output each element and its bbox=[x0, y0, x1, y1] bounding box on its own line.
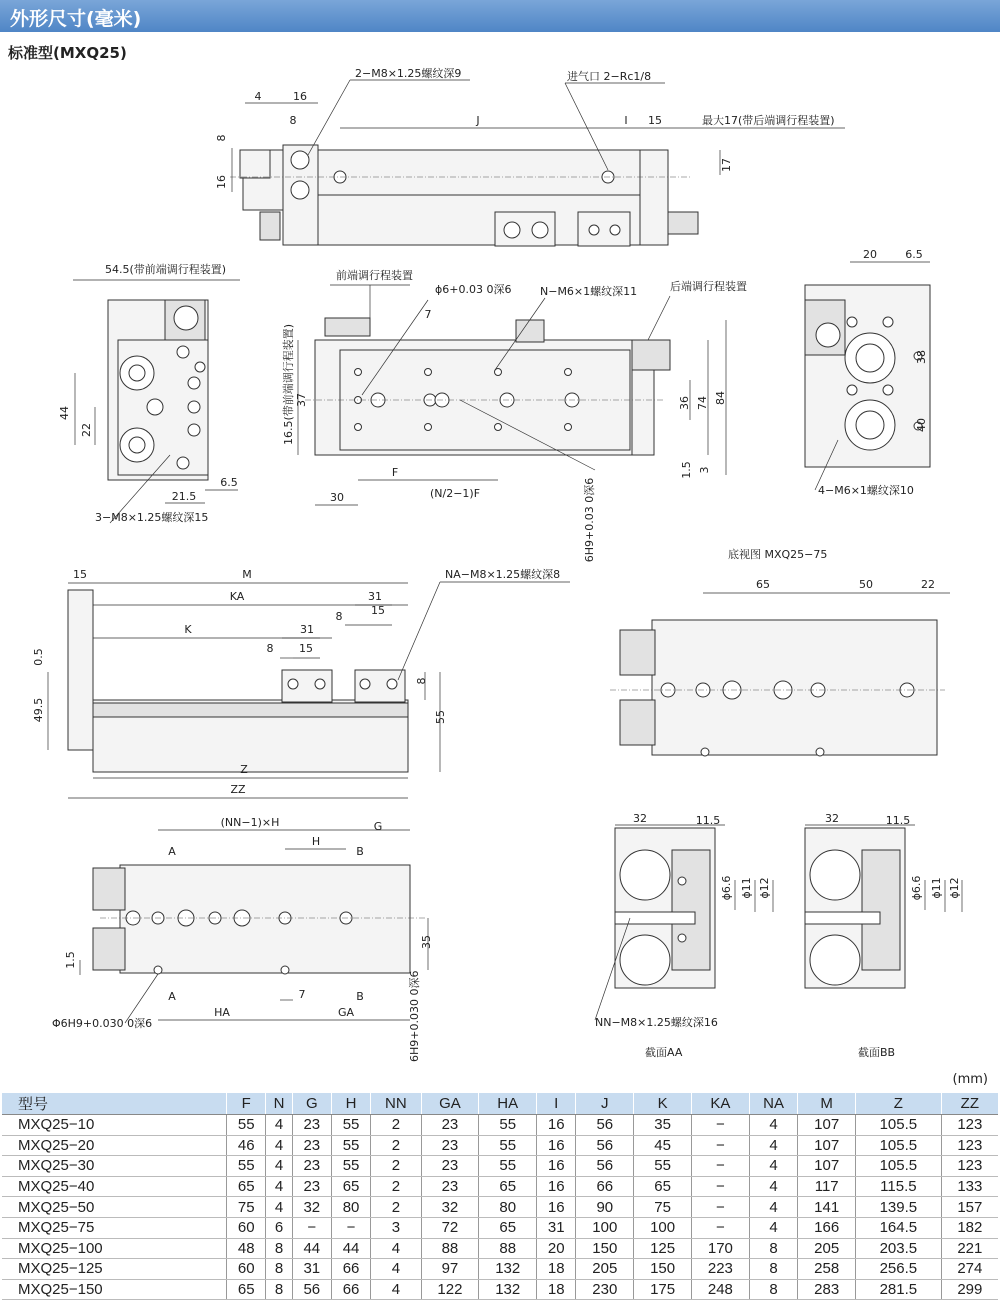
value-cell: 16 bbox=[537, 1115, 576, 1136]
dimension-label: 6.5 bbox=[220, 476, 238, 489]
value-cell: 66 bbox=[331, 1259, 370, 1280]
dimension-table bbox=[2, 1093, 998, 1300]
dimension-label: 3 bbox=[698, 466, 711, 474]
dimension-label: 84 bbox=[714, 391, 727, 405]
dimension-label: 22 bbox=[921, 578, 935, 591]
value-cell: 164.5 bbox=[856, 1217, 942, 1238]
value-cell: 248 bbox=[691, 1279, 749, 1300]
bottom-view-title: 底视图 MXQ25−75 bbox=[728, 548, 828, 561]
column-header: 型号 bbox=[2, 1093, 227, 1115]
dimension-label: 15 bbox=[371, 604, 385, 617]
thread-callout: 4−M6×1螺纹深10 bbox=[818, 484, 914, 497]
value-cell: 65 bbox=[479, 1176, 537, 1197]
section-bb-label: 截面BB bbox=[858, 1046, 896, 1059]
thread-callout: 2−M8×1.25螺纹深9 bbox=[355, 67, 462, 80]
unit-label: (mm) bbox=[952, 1072, 988, 1087]
value-cell: 281.5 bbox=[856, 1279, 942, 1300]
dimension-label: J bbox=[476, 114, 480, 127]
dimension-label: 50 bbox=[859, 578, 873, 591]
value-cell: 105.5 bbox=[856, 1115, 942, 1136]
pin-hole-callout: ϕ6+0.03 0深6 bbox=[435, 283, 512, 296]
value-cell: 175 bbox=[634, 1279, 692, 1300]
value-cell: 23 bbox=[292, 1156, 331, 1177]
value-cell: − bbox=[691, 1197, 749, 1218]
value-cell: 205 bbox=[798, 1238, 856, 1259]
table-body bbox=[2, 1115, 998, 1300]
dimension-label: 32 bbox=[825, 812, 839, 825]
model-cell: MXQ25−125 bbox=[2, 1259, 227, 1280]
value-cell: 2 bbox=[371, 1135, 421, 1156]
value-cell: 20 bbox=[537, 1238, 576, 1259]
column-header: J bbox=[576, 1093, 634, 1115]
table-row bbox=[2, 1217, 998, 1238]
left-end-view bbox=[73, 280, 240, 523]
dimension-label: 11.5 bbox=[885, 814, 911, 827]
value-cell: 123 bbox=[941, 1135, 998, 1156]
value-cell: − bbox=[691, 1115, 749, 1136]
dimension-label: 7 bbox=[424, 308, 432, 321]
dimension-label: ϕ11 bbox=[930, 877, 943, 899]
dimension-label: 6.5 bbox=[905, 248, 923, 261]
value-cell: 66 bbox=[576, 1176, 634, 1197]
value-cell: 107 bbox=[798, 1135, 856, 1156]
value-cell: 107 bbox=[798, 1115, 856, 1136]
value-cell: 4 bbox=[749, 1176, 798, 1197]
rear-adjust-callout: 后端调行程装置 bbox=[670, 280, 747, 293]
value-cell: 107 bbox=[798, 1156, 856, 1177]
value-cell: 150 bbox=[634, 1259, 692, 1280]
value-cell: 4 bbox=[749, 1217, 798, 1238]
dimension-label: B bbox=[356, 990, 364, 1003]
value-cell: 31 bbox=[292, 1259, 331, 1280]
dimension-label: HA bbox=[214, 1006, 230, 1019]
thread-callout: NN−M8×1.25螺纹深16 bbox=[595, 1016, 718, 1029]
dimension-label: ZZ bbox=[230, 783, 246, 796]
value-cell: 258 bbox=[798, 1259, 856, 1280]
dimension-label: 20 bbox=[863, 248, 877, 261]
table-header-row bbox=[2, 1093, 998, 1115]
dimension-label: ϕ11 bbox=[740, 877, 753, 899]
page-title: 外形尺寸(毫米) bbox=[10, 8, 142, 30]
model-cell: MXQ25−150 bbox=[2, 1279, 227, 1300]
dimension-label: A bbox=[168, 990, 176, 1003]
dimension-label: B bbox=[356, 845, 364, 858]
vertical-callout: 16.5(带前端调行程装置) bbox=[282, 323, 295, 445]
column-header: ZZ bbox=[941, 1093, 998, 1115]
value-cell: 65 bbox=[227, 1176, 266, 1197]
value-cell: 105.5 bbox=[856, 1156, 942, 1177]
model-cell: MXQ25−50 bbox=[2, 1197, 227, 1218]
value-cell: 4 bbox=[266, 1176, 292, 1197]
value-cell: 2 bbox=[371, 1197, 421, 1218]
dimension-label: 35 bbox=[420, 935, 433, 949]
dimension-label: ϕ6.6 bbox=[720, 875, 733, 901]
value-cell: 4 bbox=[266, 1115, 292, 1136]
dimension-label: Z bbox=[240, 763, 248, 776]
bottom-side-view bbox=[80, 830, 428, 1023]
value-cell: 283 bbox=[798, 1279, 856, 1300]
dimension-label: 36 bbox=[678, 396, 691, 410]
value-cell: 56 bbox=[576, 1115, 634, 1136]
value-cell: 56 bbox=[576, 1156, 634, 1177]
value-cell: 16 bbox=[537, 1197, 576, 1218]
dimension-label: K bbox=[184, 623, 192, 636]
dimension-label: I bbox=[624, 114, 628, 127]
column-header: NA bbox=[749, 1093, 798, 1115]
right-end-view bbox=[805, 262, 930, 490]
value-cell: 35 bbox=[634, 1115, 692, 1136]
dimension-label: 8 bbox=[215, 134, 228, 142]
value-cell: 55 bbox=[227, 1115, 266, 1136]
value-cell: 132 bbox=[479, 1259, 537, 1280]
model-cell: MXQ25−30 bbox=[2, 1156, 227, 1177]
dimension-label: M bbox=[242, 568, 252, 581]
column-header: F bbox=[227, 1093, 266, 1115]
dimension-label: 37 bbox=[295, 393, 308, 407]
top-view bbox=[230, 80, 845, 246]
dimension-label: 40 bbox=[915, 418, 928, 432]
value-cell: 32 bbox=[421, 1197, 479, 1218]
value-cell: 2 bbox=[371, 1176, 421, 1197]
dimension-label: 32 bbox=[633, 812, 647, 825]
dimension-label: 44 bbox=[58, 406, 71, 420]
value-cell: 55 bbox=[331, 1115, 370, 1136]
value-cell: 23 bbox=[292, 1115, 331, 1136]
value-cell: 23 bbox=[421, 1156, 479, 1177]
front-adjust-callout: 54.5(带前端调行程装置) bbox=[105, 263, 227, 276]
value-cell: 182 bbox=[941, 1217, 998, 1238]
model-cell: MXQ25−100 bbox=[2, 1238, 227, 1259]
value-cell: 132 bbox=[479, 1279, 537, 1300]
dimension-label: GA bbox=[337, 1006, 355, 1019]
value-cell: 72 bbox=[421, 1217, 479, 1238]
dimension-label: 15 bbox=[648, 114, 662, 127]
value-cell: − bbox=[691, 1156, 749, 1177]
value-cell: 80 bbox=[331, 1197, 370, 1218]
dimension-label: 0.5 bbox=[32, 648, 45, 666]
table-row bbox=[2, 1197, 998, 1218]
value-cell: 55 bbox=[634, 1156, 692, 1177]
model-cell: MXQ25−20 bbox=[2, 1135, 227, 1156]
value-cell: 4 bbox=[371, 1279, 421, 1300]
dimension-label: F bbox=[391, 466, 399, 479]
table-row bbox=[2, 1176, 998, 1197]
dimension-label: 15 bbox=[73, 568, 87, 581]
value-cell: 45 bbox=[634, 1135, 692, 1156]
value-cell: 44 bbox=[331, 1238, 370, 1259]
dimension-label: 74 bbox=[696, 396, 709, 410]
value-cell: 66 bbox=[331, 1279, 370, 1300]
value-cell: 23 bbox=[421, 1115, 479, 1136]
value-cell: 65 bbox=[634, 1176, 692, 1197]
value-cell: 3 bbox=[371, 1217, 421, 1238]
thread-callout: 3−M8×1.25螺纹深15 bbox=[95, 511, 209, 524]
dimension-label: 38 bbox=[915, 350, 928, 364]
section-aa-label: 截面AA bbox=[645, 1046, 683, 1059]
model-subtitle: 标准型(MXQ25) bbox=[8, 44, 127, 62]
value-cell: 80 bbox=[479, 1197, 537, 1218]
dimension-label: KA bbox=[229, 590, 245, 603]
column-header: G bbox=[292, 1093, 331, 1115]
value-cell: 90 bbox=[576, 1197, 634, 1218]
column-header: M bbox=[798, 1093, 856, 1115]
value-cell: 4 bbox=[749, 1197, 798, 1218]
value-cell: 123 bbox=[941, 1115, 998, 1136]
dimension-label: 31 bbox=[368, 590, 382, 603]
value-cell: 46 bbox=[227, 1135, 266, 1156]
dimension-label: 21.5 bbox=[171, 490, 197, 503]
dimension-label: 11.5 bbox=[695, 814, 721, 827]
thread-callout: NA−M8×1.25螺纹深8 bbox=[445, 568, 561, 581]
value-cell: 23 bbox=[421, 1135, 479, 1156]
value-cell: 105.5 bbox=[856, 1135, 942, 1156]
dimension-label: 22 bbox=[80, 423, 93, 437]
value-cell: 4 bbox=[371, 1238, 421, 1259]
dimension-label: 31 bbox=[300, 623, 314, 636]
value-cell: 100 bbox=[576, 1217, 634, 1238]
table-row bbox=[2, 1115, 998, 1136]
value-cell: 75 bbox=[227, 1197, 266, 1218]
dimension-label: 6H9+0.03 0深6 bbox=[583, 477, 596, 563]
value-cell: 115.5 bbox=[856, 1176, 942, 1197]
section-aa bbox=[595, 825, 773, 1020]
value-cell: 55 bbox=[331, 1135, 370, 1156]
value-cell: 8 bbox=[749, 1279, 798, 1300]
value-cell: 16 bbox=[537, 1135, 576, 1156]
value-cell: 6 bbox=[266, 1217, 292, 1238]
value-cell: 55 bbox=[479, 1156, 537, 1177]
dimension-label: 16 bbox=[293, 90, 307, 103]
dimension-label: A bbox=[168, 845, 176, 858]
column-header: GA bbox=[421, 1093, 479, 1115]
model-cell: MXQ25−75 bbox=[2, 1217, 227, 1238]
dimension-label: 8 bbox=[335, 610, 343, 623]
value-cell: 56 bbox=[292, 1279, 331, 1300]
value-cell: 125 bbox=[634, 1238, 692, 1259]
table-row bbox=[2, 1156, 998, 1177]
column-header: H bbox=[331, 1093, 370, 1115]
value-cell: 133 bbox=[941, 1176, 998, 1197]
value-cell: 274 bbox=[941, 1259, 998, 1280]
dimension-label: 65 bbox=[756, 578, 770, 591]
front-view bbox=[298, 285, 726, 505]
dimension-label: 49.5 bbox=[32, 697, 45, 723]
dimension-label: 4 bbox=[254, 90, 262, 103]
value-cell: 60 bbox=[227, 1259, 266, 1280]
dimension-label: 55 bbox=[434, 710, 447, 724]
value-cell: 223 bbox=[691, 1259, 749, 1280]
value-cell: 31 bbox=[537, 1217, 576, 1238]
table-row bbox=[2, 1135, 998, 1156]
value-cell: 4 bbox=[749, 1135, 798, 1156]
value-cell: 150 bbox=[576, 1238, 634, 1259]
value-cell: 205 bbox=[576, 1259, 634, 1280]
value-cell: 299 bbox=[941, 1279, 998, 1300]
value-cell: 60 bbox=[227, 1217, 266, 1238]
value-cell: 97 bbox=[421, 1259, 479, 1280]
pin-hole-callout: Φ6H9+0.030 0深6 bbox=[52, 1017, 153, 1030]
value-cell: − bbox=[691, 1135, 749, 1156]
value-cell: 32 bbox=[292, 1197, 331, 1218]
value-cell: 230 bbox=[576, 1279, 634, 1300]
value-cell: 157 bbox=[941, 1197, 998, 1218]
value-cell: 18 bbox=[537, 1279, 576, 1300]
value-cell: 8 bbox=[266, 1259, 292, 1280]
dimension-label: (N/2−1)F bbox=[429, 487, 481, 500]
value-cell: 65 bbox=[479, 1217, 537, 1238]
dimension-label: 8 bbox=[289, 114, 297, 127]
column-header: KA bbox=[691, 1093, 749, 1115]
value-cell: 256.5 bbox=[856, 1259, 942, 1280]
value-cell: 55 bbox=[331, 1156, 370, 1177]
value-cell: 88 bbox=[479, 1238, 537, 1259]
value-cell: 16 bbox=[537, 1176, 576, 1197]
column-header: K bbox=[634, 1093, 692, 1115]
value-cell: 166 bbox=[798, 1217, 856, 1238]
value-cell: 23 bbox=[292, 1135, 331, 1156]
value-cell: 44 bbox=[292, 1238, 331, 1259]
table-row bbox=[2, 1259, 998, 1280]
dimension-label: 17 bbox=[720, 158, 733, 172]
value-cell: 4 bbox=[371, 1259, 421, 1280]
dimension-label: (NN−1)×H bbox=[220, 816, 280, 829]
dimension-label: ϕ12 bbox=[948, 877, 961, 899]
value-cell: 4 bbox=[749, 1156, 798, 1177]
value-cell: 4 bbox=[266, 1197, 292, 1218]
dimension-label: ϕ6.6 bbox=[910, 875, 923, 901]
dimension-label: 30 bbox=[330, 491, 344, 504]
value-cell: 75 bbox=[634, 1197, 692, 1218]
value-cell: 122 bbox=[421, 1279, 479, 1300]
dimension-label: H bbox=[311, 835, 321, 848]
value-cell: 55 bbox=[479, 1135, 537, 1156]
value-cell: 4 bbox=[266, 1156, 292, 1177]
column-header: Z bbox=[856, 1093, 942, 1115]
value-cell: 2 bbox=[371, 1156, 421, 1177]
table-top-view bbox=[48, 582, 570, 798]
value-cell: 221 bbox=[941, 1238, 998, 1259]
value-cell: 8 bbox=[266, 1279, 292, 1300]
column-header: N bbox=[266, 1093, 292, 1115]
value-cell: 8 bbox=[749, 1238, 798, 1259]
model-cell: MXQ25−10 bbox=[2, 1115, 227, 1136]
dimension-label: 7 bbox=[298, 988, 306, 1001]
dimension-label: 8 bbox=[415, 677, 428, 685]
value-cell: 4 bbox=[266, 1135, 292, 1156]
value-cell: 55 bbox=[479, 1115, 537, 1136]
thread-callout: N−M6×1螺纹深11 bbox=[540, 285, 638, 298]
value-cell: 8 bbox=[266, 1238, 292, 1259]
value-cell: 65 bbox=[331, 1176, 370, 1197]
value-cell: − bbox=[691, 1176, 749, 1197]
value-cell: 139.5 bbox=[856, 1197, 942, 1218]
value-cell: 55 bbox=[227, 1156, 266, 1177]
value-cell: 56 bbox=[576, 1135, 634, 1156]
front-adjust-callout: 前端调行程装置 bbox=[336, 269, 413, 282]
value-cell: 48 bbox=[227, 1238, 266, 1259]
table-row bbox=[2, 1238, 998, 1259]
column-header: HA bbox=[479, 1093, 537, 1115]
value-cell: 8 bbox=[749, 1259, 798, 1280]
dimension-label: 1.5 bbox=[680, 461, 693, 479]
dimension-label: 15 bbox=[299, 642, 313, 655]
dimension-label: 1.5 bbox=[64, 951, 77, 969]
value-cell: − bbox=[331, 1217, 370, 1238]
port-callout: 进气口 2−Rc1/8 bbox=[567, 70, 652, 83]
value-cell: 23 bbox=[421, 1176, 479, 1197]
value-cell: 4 bbox=[749, 1115, 798, 1136]
max-stroke-callout: 最大17(带后端调行程装置) bbox=[702, 114, 835, 127]
dimension-label: G bbox=[373, 820, 383, 833]
model-cell: MXQ25−40 bbox=[2, 1176, 227, 1197]
value-cell: − bbox=[691, 1217, 749, 1238]
section-bb bbox=[805, 825, 962, 988]
pin-hole-callout: 6H9+0.030 0深6 bbox=[408, 970, 421, 1062]
value-cell: 123 bbox=[941, 1156, 998, 1177]
dimension-label: 16 bbox=[215, 175, 228, 189]
value-cell: − bbox=[292, 1217, 331, 1238]
value-cell: 203.5 bbox=[856, 1238, 942, 1259]
dimension-label: 8 bbox=[266, 642, 274, 655]
value-cell: 23 bbox=[292, 1176, 331, 1197]
column-header: NN bbox=[371, 1093, 421, 1115]
bottom-view-mxq25-75 bbox=[610, 593, 950, 756]
value-cell: 16 bbox=[537, 1156, 576, 1177]
value-cell: 100 bbox=[634, 1217, 692, 1238]
dimension-label: ϕ12 bbox=[758, 877, 771, 899]
table-row bbox=[2, 1279, 998, 1300]
value-cell: 141 bbox=[798, 1197, 856, 1218]
value-cell: 170 bbox=[691, 1238, 749, 1259]
value-cell: 117 bbox=[798, 1176, 856, 1197]
value-cell: 65 bbox=[227, 1279, 266, 1300]
value-cell: 88 bbox=[421, 1238, 479, 1259]
value-cell: 18 bbox=[537, 1259, 576, 1280]
value-cell: 2 bbox=[371, 1115, 421, 1136]
column-header: I bbox=[537, 1093, 576, 1115]
